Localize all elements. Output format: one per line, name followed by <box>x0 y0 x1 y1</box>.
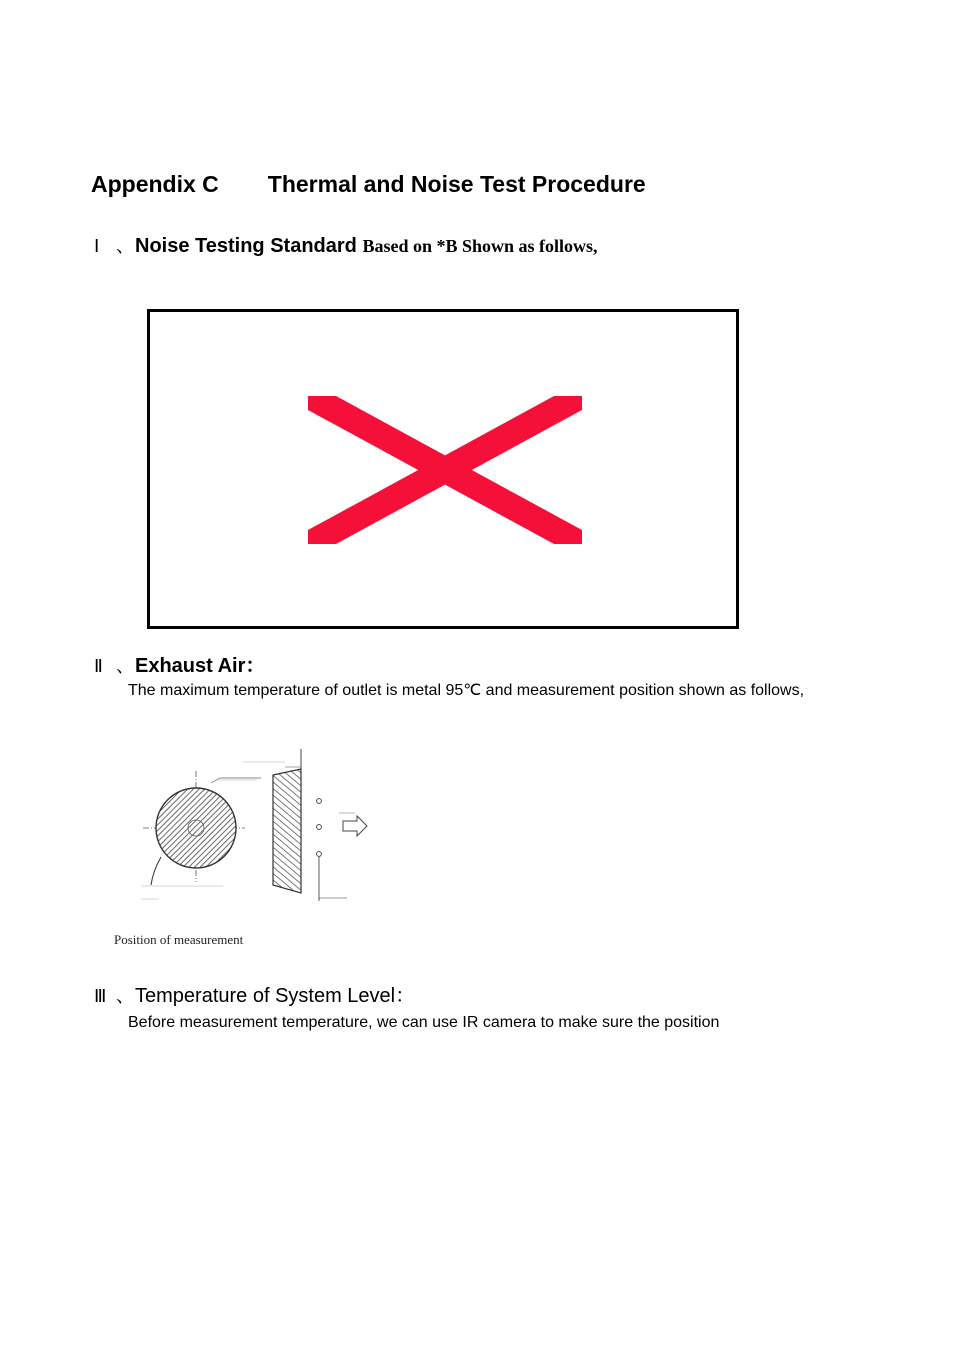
image-placeholder <box>147 309 739 629</box>
section-heading-suffix: Based on *B Shown as follows, <box>362 236 598 256</box>
exhaust-description: The maximum temperature of outlet is metal 95℃ and measurement position shown as follows, <box>128 682 805 699</box>
appendix-label: Appendix C <box>91 171 219 197</box>
section-numeral: Ⅰ <box>94 236 100 256</box>
section-heading-text: Temperature of System Level： <box>135 985 416 1007</box>
page-title <box>91 171 646 198</box>
fan-circle <box>143 771 261 885</box>
temperature-description: Before measurement temperature, we can use IR camera to make sure the position <box>128 1014 720 1031</box>
section-exhaust-heading <box>94 649 265 678</box>
airflow-arrow-icon <box>339 813 367 836</box>
section-separator: 、 <box>116 986 134 1006</box>
section-heading-text: Noise Testing Standard <box>135 235 357 257</box>
section-numeral: Ⅲ <box>94 986 107 1006</box>
section-numeral: Ⅱ <box>94 656 103 676</box>
broken-image-x-icon <box>150 312 736 626</box>
section-separator: 、 <box>116 656 134 676</box>
measurement-diagram <box>135 745 375 915</box>
fan-measurement-figure <box>135 745 375 910</box>
section-heading-text: Exhaust Air： <box>135 655 266 677</box>
outlet-plate <box>273 749 301 893</box>
section-separator: 、 <box>116 236 134 256</box>
diagram-caption: Position of measurement <box>114 932 244 947</box>
section-noise-heading <box>94 232 598 258</box>
measurement-points <box>317 799 347 901</box>
appendix-title: Thermal and Noise Test Procedure <box>267 171 646 197</box>
section-temperature-heading <box>94 979 415 1008</box>
